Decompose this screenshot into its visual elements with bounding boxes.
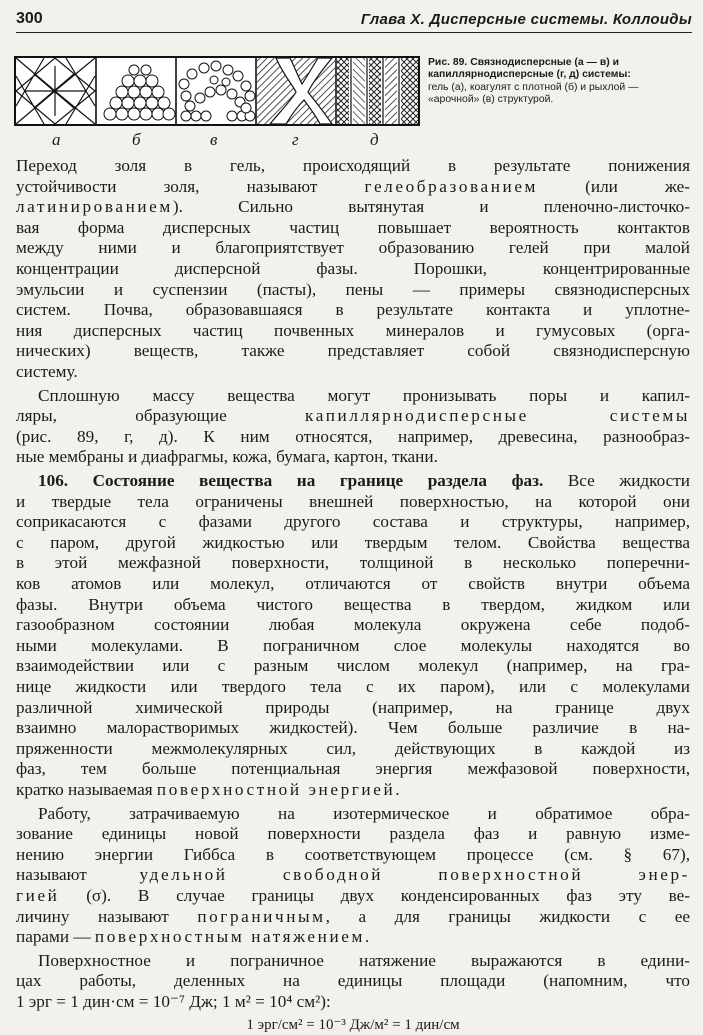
section-heading: 106. Состояние вещества на границе раздела фаз. (38, 471, 544, 490)
text-line (38, 471, 690, 491)
text-line (16, 656, 690, 676)
text-run: парами — (16, 927, 95, 947)
spaced-term: поверхностной энергией (156, 780, 396, 799)
text-line (38, 386, 690, 406)
text-line (16, 280, 690, 300)
text-run: пряженности межмолекулярных сил, действующих в каждой из (16, 738, 690, 758)
text-run: фазы. Внутри объема чистого вещества в твердом, жидком или (16, 594, 690, 614)
figure-89-drawing (14, 56, 420, 126)
page-number: 300 (16, 10, 43, 27)
panel-a-gel (16, 58, 95, 124)
text-line (16, 992, 690, 1012)
text-run: нице жидкости или твердого тела с их паром), или с молекулами (16, 677, 690, 696)
text-line (16, 300, 690, 320)
text-run: ). Сильно вытянутая и пленочно-листочко- (172, 197, 690, 217)
text-run: и твердые тела ограничены внешней поверхностью, на которой они (16, 491, 690, 511)
text-run: (или же- (538, 176, 690, 196)
text-run: ные мембраны и диафрагмы, кожа, бумага, картон, ткани. (16, 447, 438, 467)
text-line (16, 533, 690, 553)
text-line (16, 865, 690, 885)
panel-label-b: б (132, 130, 141, 149)
text-line (16, 321, 690, 341)
text-line (16, 156, 690, 176)
panel-label-d: д (370, 130, 379, 149)
text-line (16, 677, 690, 697)
text-run: ляры, образующие (16, 406, 306, 426)
text-run: различной химической природы (например, на границе двух (16, 697, 690, 717)
text-run: . (395, 780, 400, 799)
panel-label-v: в (210, 130, 218, 149)
page-header (16, 10, 692, 33)
panel-label-a: а (52, 130, 61, 149)
text-line (16, 1015, 690, 1035)
text-line (16, 780, 690, 800)
text-run: ными молекулами. В пограничном слое молекулы находятся во (16, 635, 690, 655)
text-line (16, 698, 690, 718)
text-line (16, 824, 690, 844)
text-line (16, 886, 690, 906)
figure-caption (428, 57, 690, 107)
spaced-term: капиллярнодисперсные системы (305, 406, 690, 426)
text-run: 1 эрг = 1 дин·см = 10⁻⁷ Дж; 1 м² = 10⁴ см²): (16, 992, 331, 1011)
panel-label-g: г (292, 130, 299, 149)
text-line (38, 951, 690, 971)
text-line (16, 512, 690, 532)
spaced-term: гелеобразованием (364, 176, 539, 196)
text-run: концентрации дисперсной фазы. Порошки, концентрированные (16, 259, 690, 278)
text-run: эмульсии и суспензии (пасты), пены — примеры связнодисперсных (16, 279, 690, 299)
text-line (38, 804, 690, 824)
text-line (16, 492, 690, 512)
text-run: нических) веществ, также представляет собой связнодисперсную (16, 341, 690, 361)
text-line (16, 907, 690, 927)
text-line (16, 427, 690, 447)
figure-panel-labels (14, 130, 420, 150)
text-run: соприкасаются с фазами другого состава и структуры, например, (16, 512, 690, 532)
text-run: взаимно малорастворимых жидкостей). Чем больше различие в на- (16, 718, 690, 738)
text-run: фаз, тем больше потенциальная энергия межфазовой поверхности, (16, 759, 690, 779)
text-run: вая форма дисперсных частиц повышает вероятность контактов (16, 217, 690, 237)
text-run: цах работы, деленных на единицы площади (напомним, что (16, 971, 690, 991)
text-line (16, 595, 690, 615)
panel-g-capillary (257, 58, 335, 124)
text-line (16, 553, 690, 573)
text-run: 1 эрг/см² = 10⁻³ Дж/м² = 1 дин/см (246, 1016, 460, 1033)
text-run: в этой межфазной поверхности, толщиной в несколько поперечни- (16, 553, 690, 573)
text-run: газообразном состоянии любая молекула окружена себе подоб- (16, 615, 690, 635)
text-line (16, 197, 690, 217)
spaced-term: гией (16, 886, 60, 905)
spaced-term: пограничным (197, 906, 326, 926)
text-line (16, 739, 690, 759)
text-line (16, 238, 690, 258)
text-line (16, 971, 690, 991)
text-run: ков атомов или молекул, отличаются от свойств внутри объема (16, 574, 690, 593)
caption-title: Рис. 89. Связнодисперсные (а — в) и капиллярнодисперсные (г, д) системы: (428, 57, 631, 81)
text-line (16, 927, 690, 947)
text-run: нению энергии Гиббса в соответствующем процессе (см. § 67), (16, 844, 690, 864)
caption-body: гель (а), коагулят с плотной (б) и рыхлой — «арочной» (в) структурой. (428, 81, 639, 106)
running-title: Глава X. Дисперсные системы. Коллоиды (360, 11, 692, 28)
text-line (16, 718, 690, 738)
text-run: Работу, затрачиваемую на изотермическое и обратимое обра- (38, 803, 690, 823)
text-run: , а для границы жидкости с ее (325, 906, 691, 926)
text-run: (σ). В случае границы двух конденсированных фаз эту ве- (59, 886, 690, 905)
text-run: . (364, 927, 370, 947)
text-run: систему. (16, 362, 78, 381)
text-line (16, 447, 690, 467)
text-line (16, 845, 690, 865)
text-line (16, 615, 690, 635)
spaced-term: латинированием (16, 197, 173, 217)
text-run: ния дисперсных частиц почвенных минералов и гумусовых (орга- (16, 320, 690, 340)
text-line (16, 218, 690, 238)
spaced-term: удельной свободной поверхностной энер- (139, 865, 690, 885)
text-line (16, 341, 690, 361)
text-line (16, 177, 690, 197)
text-run: личину называют (16, 906, 198, 926)
spaced-term: поверхностным натяжением (94, 927, 365, 947)
text-line (16, 759, 690, 779)
text-run: с паром, другой жидкостью или твердым телом. Свойства вещества (16, 532, 690, 552)
text-run: Поверхностное и пограничное натяжение выражаются в едини- (38, 950, 690, 970)
text-run: взаимодействии или с разным числом молекул (например, на гра- (16, 656, 690, 676)
text-run: кратко называемая (16, 780, 157, 799)
text-run: зование единицы новой поверхности раздела фаз и равную изме- (16, 824, 690, 844)
text-run: Все жидкости (543, 471, 690, 490)
text-line (16, 362, 690, 382)
text-line (16, 406, 690, 426)
text-run: (рис. 89, г, д). К ним относятся, например, древесина, разнообраз- (16, 426, 690, 446)
text-run: называют (16, 865, 140, 885)
text-run: Переход золя в гель, происходящий в результате понижения (16, 156, 690, 175)
text-line (16, 259, 690, 279)
text-run: систем. Почва, образовавшаяся в результате контакта и уплотне- (16, 300, 690, 320)
text-run: устойчивости золя, называют (16, 176, 365, 196)
text-line (16, 574, 690, 594)
panel-d-capillary (337, 58, 418, 124)
text-run: Сплошную массу вещества могут пронизывать поры и капил- (38, 385, 690, 405)
text-run: между ними и благоприятствует образованию гелей при малой (16, 238, 690, 258)
text-line (16, 636, 690, 656)
